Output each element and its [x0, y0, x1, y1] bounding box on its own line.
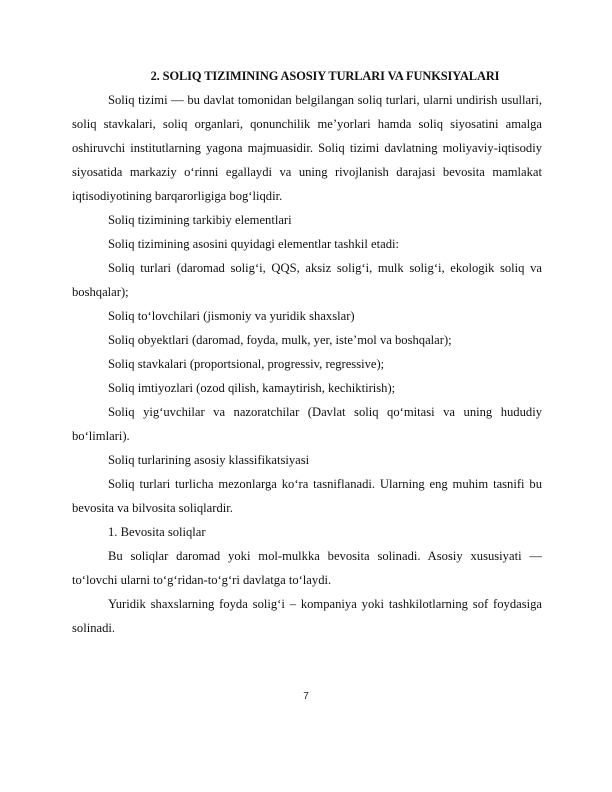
- paragraph-definition: Soliq tizimi — bu davlat tomonidan belgilangan soliq turlari, ularni undirish usullari, soliq stavkalari, soliq organlari, qonunchilik me’yorlari hamda soliq siyosatini amalga oshiruvchi institutlarning yagona majmuasidir. Soliq tizimi davlatning moliyaviy-iqtisodiy siyosatida markaziy o‘rinni egallaydi va uning rivojlanish darajasi bevosita mamlakat iqtisodiyotining barqarorligiga bog‘liqdir.: [72, 93, 542, 203]
- list-item-tax-benefits: Soliq imtiyozlari (ozod qilish, kamaytirish, kechiktirish);: [108, 381, 396, 395]
- paragraph-profit-tax: Yuridik shaxslarning foyda solig‘i – kompaniya yoki tashkilotlarning sof foydasiga solinadi.: [72, 597, 542, 635]
- document-page: [72, 64, 542, 640]
- list-item-tax-rates: Soliq stavkalari (proportsional, progressiv, regressive);: [108, 357, 385, 371]
- subheading-classification: Soliq turlarining asosiy klassifikatsiyasi: [108, 453, 310, 467]
- section-heading: 2. SOLIQ TIZIMINING ASOSIY TURLARI VA FUNKSIYALARI: [150, 69, 500, 83]
- subheading-structural-elements: Soliq tizimining tarkibiy elementlari: [108, 213, 292, 227]
- list-item-taxpayers: Soliq to‘lovchilari (jismoniy va yuridik shaxslar): [108, 309, 355, 323]
- paragraph-classification: Soliq turlari turlicha mezonlarga ko‘ra tasniflanadi. Ularning eng muhim tasnifi bu bevosita va bilvosita soliqlardir.: [72, 477, 542, 515]
- list-item-tax-collectors: Soliq yig‘uvchilar va nazoratchilar (Davlat soliq qo‘mitasi va uning hududiy bo‘limlari).: [72, 405, 542, 443]
- list-item-tax-objects: Soliq obyektlari (daromad, foyda, mulk, yer, iste’mol va boshqalar);: [108, 333, 452, 347]
- list-item-tax-types: Soliq turlari (daromad solig‘i, QQS, aksiz solig‘i, mulk solig‘i, ekologik soliq va boshqalar);: [72, 261, 542, 299]
- subheading-direct-taxes: 1. Bevosita soliqlar: [108, 525, 206, 539]
- page-number: 7: [303, 691, 309, 702]
- paragraph-direct-taxes: Bu soliqlar daromad yoki mol-mulkka bevosita solinadi. Asosiy xususiyati — to‘lovchi ularni to‘g‘ridan-to‘g‘ri davlatga to‘laydi.: [72, 549, 542, 587]
- paragraph-elements-intro: Soliq tizimining asosini quyidagi elementlar tashkil etadi:: [108, 237, 400, 251]
